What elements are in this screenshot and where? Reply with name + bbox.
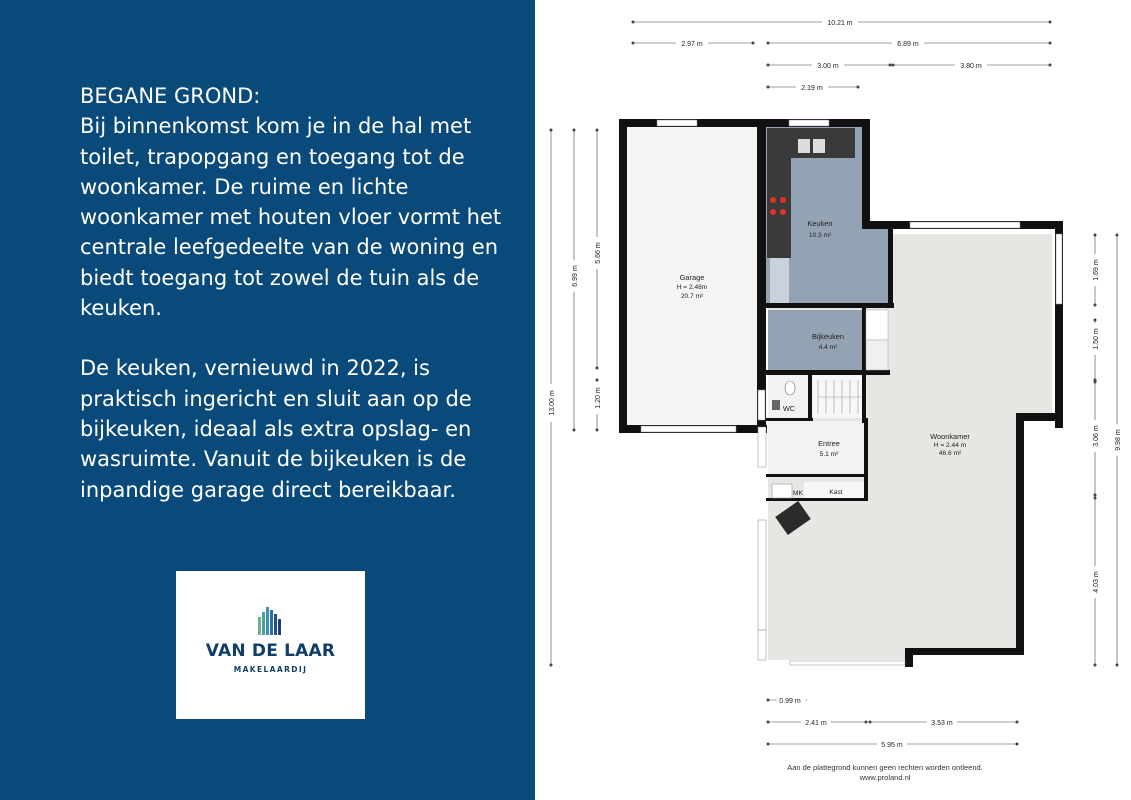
- room-keuken-area: 10.3 m²: [808, 232, 832, 239]
- room-woonkamer-area: 46.6 m²: [938, 450, 962, 457]
- sink-icon: [772, 400, 780, 410]
- floor-plan: [535, 0, 1131, 800]
- dim-top-small: 2.19 m: [801, 85, 823, 92]
- dim-right-a: 1.69 m: [1093, 259, 1100, 281]
- disclaimer-text: Aan de plattegrond kunnen geen rechten worden ontleend.: [787, 763, 983, 772]
- dim-left-c: 1.20 m: [595, 387, 602, 409]
- room-keuken-name: Keuken: [807, 219, 833, 228]
- disclaimer-website: www.proland.nl: [859, 773, 911, 782]
- description-paragraph-1: Bij binnenkomst kom je in de hal met toilet, trapopgang en toegang tot de woonkamer. De ruime en lichte woonkamer met houten vloer vormt het centrale leefgedeelte van de woning en biedt toegang tot zowel de tuin als de keuken.: [80, 114, 502, 321]
- section-heading: BEGANE GROND:: [80, 84, 261, 108]
- dim-bottom-left: 2.41 m: [805, 720, 827, 727]
- dim-left-a: 6.99 m: [572, 265, 579, 287]
- room-kast-name: Kast: [829, 489, 843, 496]
- room-bijkeuken-area: 4.4 m²: [818, 344, 838, 351]
- dim-right-d: 4.03 m: [1093, 571, 1100, 593]
- room-woonkamer-height: H = 2.44 m: [933, 442, 967, 449]
- dim-right-c: 3.06 m: [1093, 425, 1100, 447]
- room-garage-name: Garage: [679, 273, 705, 282]
- room-entree-area: 5.1 m²: [819, 451, 839, 458]
- floors: [627, 127, 1052, 660]
- dim-bottom-total: 5.95 m: [881, 742, 903, 749]
- dim-right-b: 1.50 m: [1093, 328, 1100, 350]
- dim-top-mid-left: 3.00 m: [817, 63, 839, 70]
- room-woonkamer-name: Woonkamer: [930, 432, 970, 441]
- company-logo: [176, 571, 365, 719]
- dim-right-total: 9.98 m: [1115, 429, 1122, 451]
- room-wc-name: WC: [782, 404, 796, 413]
- entree-floor: [768, 421, 866, 474]
- dim-left-b: 5.66 m: [595, 242, 602, 264]
- dim-bottom-small: 0.99 m: [779, 698, 801, 705]
- dim-bottom-right: 3.53 m: [931, 720, 953, 727]
- description-panel: [0, 0, 535, 800]
- dim-top-right: 6.89 m: [897, 41, 919, 48]
- logo-name: VAN DE LAAR: [205, 641, 336, 661]
- logo-subtitle: MAKELAARDIJ: [233, 665, 308, 674]
- room-entree-name: Entree: [818, 439, 840, 448]
- toilet-icon: [785, 381, 795, 395]
- description-text: [80, 81, 520, 505]
- room-bijkeuken-name: Bijkeuken: [811, 332, 845, 341]
- dim-left-total: 13.00 m: [549, 390, 556, 416]
- room-garage-area: 20.7 m²: [680, 293, 704, 300]
- room-mk-name: MK: [793, 490, 803, 497]
- dim-top-mid-right: 3.80 m: [960, 63, 982, 70]
- description-paragraph-2: De keuken, vernieuwd in 2022, is praktisch ingericht en sluit aan op de bijkeuken, ideaal als extra opslag- en wasruimte. Vanuit de bijkeuken is de inpandige garage direct bereikbaar.: [80, 356, 472, 502]
- dim-top-left: 2.97 m: [681, 41, 703, 48]
- dim-top-total: 10.21 m: [827, 20, 853, 27]
- room-garage-height: H = 2.48m: [676, 284, 708, 291]
